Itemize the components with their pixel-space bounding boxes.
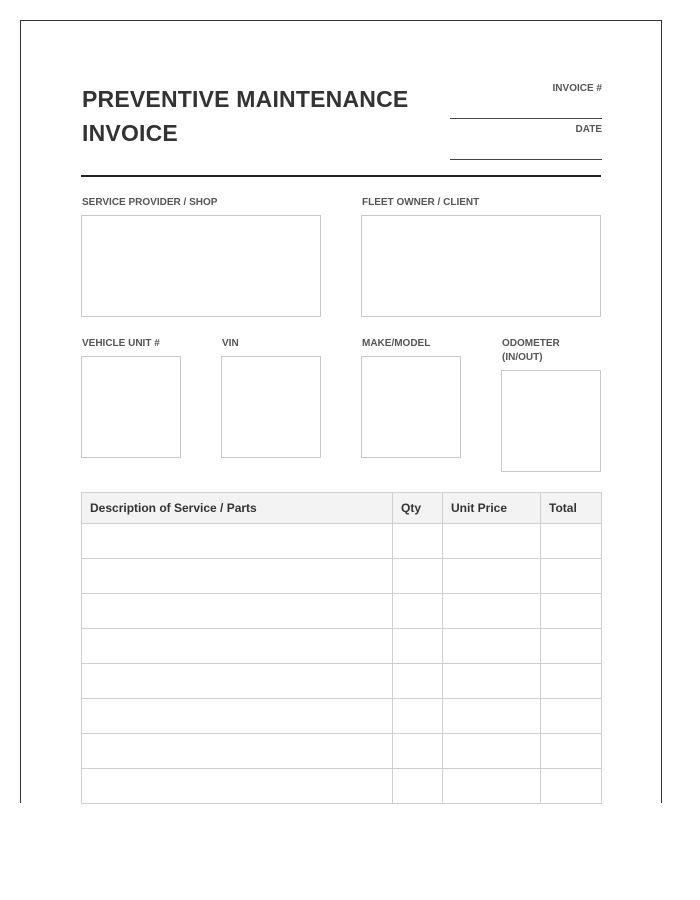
qty-cell[interactable] [393,699,443,734]
unit-price-cell[interactable] [443,664,541,699]
odometer-field[interactable] [501,370,601,472]
fleet-owner-field[interactable] [361,215,601,317]
service-provider-field[interactable] [81,215,321,317]
qty-cell[interactable] [393,559,443,594]
table-header-row [82,493,602,524]
description-cell[interactable] [82,594,393,629]
table-row [82,699,602,734]
qty-cell[interactable] [393,664,443,699]
total-cell[interactable] [541,734,602,769]
description-cell[interactable] [82,699,393,734]
total-cell[interactable] [541,559,602,594]
description-cell[interactable] [82,734,393,769]
vin-field[interactable] [221,356,321,458]
unit-price-cell[interactable] [443,629,541,664]
invoice-page [20,20,662,803]
invoice-title: PREVENTIVE MAINTENANCE INVOICE [82,86,409,146]
odometer-label: ODOMETER (IN/OUT) [502,338,560,363]
total-cell[interactable] [541,524,602,559]
service-provider-label: SERVICE PROVIDER / SHOP [82,197,218,208]
total-cell[interactable] [541,699,602,734]
qty-cell[interactable] [393,734,443,769]
table-row [82,559,602,594]
description-cell[interactable] [82,629,393,664]
unit-price-cell[interactable] [443,699,541,734]
fleet-owner-label: FLEET OWNER / CLIENT [362,197,480,208]
unit-price-cell[interactable] [443,734,541,769]
table-row [82,524,602,559]
description-cell[interactable] [82,664,393,699]
date-field[interactable] [450,159,602,160]
qty-cell[interactable] [393,594,443,629]
make-model-label: MAKE/MODEL [362,338,431,349]
date-label: DATE [575,124,602,135]
vehicle-unit-field[interactable] [81,356,181,458]
unit-price-cell[interactable] [443,594,541,629]
make-model-field[interactable] [361,356,461,458]
unit-price-cell[interactable] [443,769,541,804]
vin-label: VIN [222,338,239,349]
table-row [82,734,602,769]
qty-cell[interactable] [393,629,443,664]
unit-price-cell[interactable] [443,559,541,594]
column-header-description: Description of Service / Parts [82,493,393,524]
qty-cell[interactable] [393,524,443,559]
line-items-table [81,492,602,804]
vehicle-unit-label: VEHICLE UNIT # [82,338,160,349]
description-cell[interactable] [82,769,393,804]
total-cell[interactable] [541,594,602,629]
unit-price-cell[interactable] [443,524,541,559]
column-header-unit-price: Unit Price [443,493,541,524]
description-cell[interactable] [82,524,393,559]
description-cell[interactable] [82,559,393,594]
qty-cell[interactable] [393,769,443,804]
table-row [82,594,602,629]
header-divider [81,175,601,177]
table-row [82,664,602,699]
table-row [82,769,602,804]
invoice-number-label: INVOICE # [552,83,602,94]
column-header-total: Total [541,493,602,524]
total-cell[interactable] [541,629,602,664]
invoice-number-field[interactable] [450,118,602,119]
total-cell[interactable] [541,664,602,699]
total-cell[interactable] [541,769,602,804]
column-header-qty: Qty [393,493,443,524]
table-row [82,629,602,664]
